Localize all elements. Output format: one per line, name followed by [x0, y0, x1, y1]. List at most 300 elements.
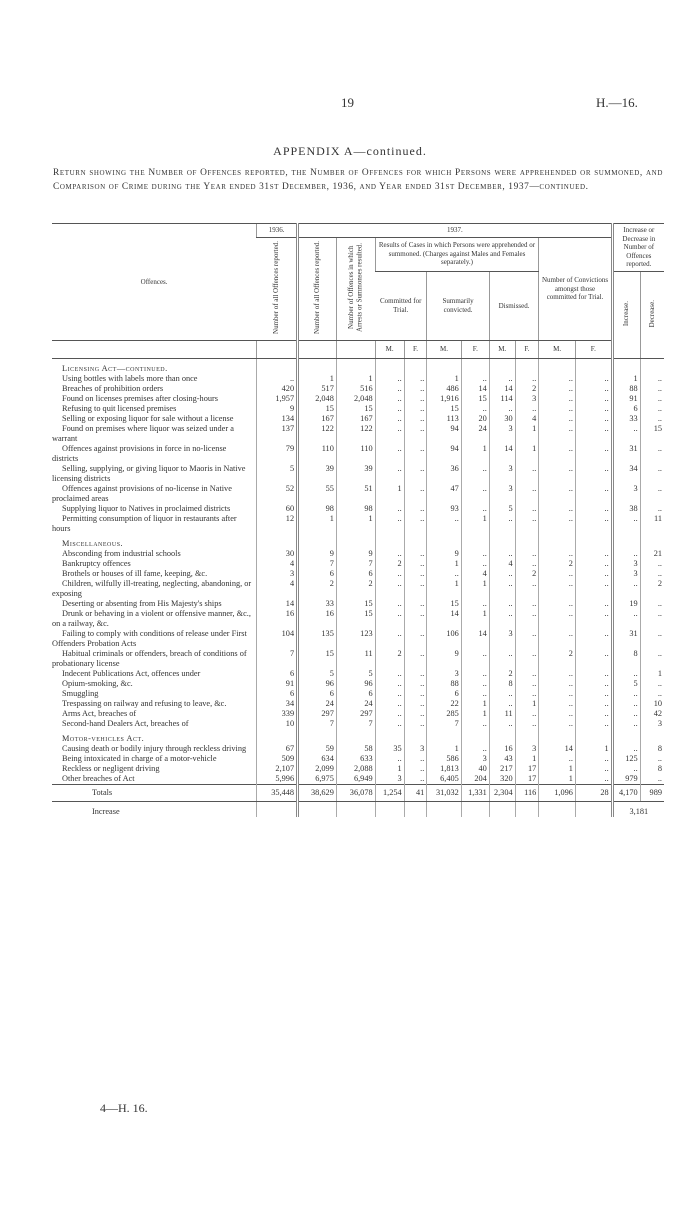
header-year-1937: 1937.: [298, 224, 613, 238]
table-cell: ..: [539, 689, 576, 699]
table-row: [52, 649, 664, 669]
header-spacer: [52, 341, 257, 358]
empty-cell: [427, 358, 461, 374]
offence-label: Indecent Publications Act, offences under: [62, 668, 201, 678]
table-cell: ..: [375, 679, 404, 689]
empty-cell: [539, 534, 576, 549]
empty-cell: [298, 801, 337, 817]
table-cell: ..: [539, 404, 576, 414]
totals-row: [52, 784, 664, 801]
offence-label: Trespassing on railway and refusing to leave, &c.: [62, 698, 227, 708]
table-cell: ..: [404, 699, 427, 709]
table-cell: ..: [612, 579, 640, 599]
totals-label: Totals: [52, 784, 257, 801]
table-cell: 58: [336, 744, 375, 754]
table-cell: 3: [515, 394, 539, 404]
table-cell: ..: [640, 484, 664, 504]
table-cell: 2,088: [336, 764, 375, 774]
table-cell: 20: [461, 414, 489, 424]
empty-cell: [404, 729, 427, 744]
table-cell: 6,949: [336, 774, 375, 785]
table-cell: ..: [640, 649, 664, 669]
header-arrests-summonses: Number of Offences in which Arrests or Summonses resulted.: [336, 237, 375, 341]
table-cell: ..: [404, 649, 427, 669]
table-cell: 1: [461, 514, 489, 534]
total-cell: 989: [640, 784, 664, 801]
table-cell: 1: [375, 764, 404, 774]
table-cell: 15: [427, 599, 461, 609]
table-cell: ..: [515, 599, 539, 609]
table-cell: ..: [461, 719, 489, 729]
empty-cell: [336, 534, 375, 549]
offence-label: Failing to comply with conditions of release under First Offenders Probation Acts: [52, 628, 247, 648]
empty-cell: [612, 534, 640, 549]
header-f: F.: [404, 341, 427, 358]
table-cell: ..: [489, 549, 515, 559]
table-cell: 2,048: [336, 394, 375, 404]
table-cell: 3: [489, 424, 515, 444]
empty-cell: [404, 801, 427, 817]
empty-cell: [489, 534, 515, 549]
table-cell: 38: [612, 504, 640, 514]
total-cell: 1,254: [375, 784, 404, 801]
table-cell: ..: [640, 414, 664, 424]
return-prefix: Return: [53, 168, 87, 178]
empty-cell: [461, 534, 489, 549]
table-cell: 40: [461, 764, 489, 774]
table-cell: ..: [515, 374, 539, 384]
table-cell: 34: [257, 699, 298, 709]
table-cell: 4: [489, 559, 515, 569]
table-cell: 3: [612, 484, 640, 504]
table-cell: 60: [257, 504, 298, 514]
table-cell: 2: [640, 579, 664, 599]
empty-cell: [404, 534, 427, 549]
table-cell: ..: [612, 709, 640, 719]
table-cell: 2: [375, 649, 404, 669]
table-cell: 91: [612, 394, 640, 404]
table-cell: ..: [539, 569, 576, 579]
offence-label: Breaches of prohibition orders: [62, 383, 164, 393]
table-cell: ..: [640, 394, 664, 404]
table-cell: ..: [640, 599, 664, 609]
offence-label: Offences against provisions in force in no-license districts: [52, 443, 227, 463]
table-cell: 30: [257, 549, 298, 559]
table-cell: 47: [427, 484, 461, 504]
header-f: F.: [575, 341, 612, 358]
table-cell: 6,405: [427, 774, 461, 785]
table-cell: 7: [427, 719, 461, 729]
table-cell: ..: [539, 579, 576, 599]
table-cell: 1: [427, 374, 461, 384]
header-spacer: [298, 341, 337, 358]
table-cell: ..: [575, 444, 612, 464]
table-row: [52, 559, 664, 569]
table-cell: 39: [298, 464, 337, 484]
empty-cell: [375, 729, 404, 744]
offence-label: Reckless or negligent driving: [62, 763, 160, 773]
table-cell: 486: [427, 384, 461, 394]
table-cell: ..: [375, 719, 404, 729]
table-cell: ..: [375, 549, 404, 559]
table-cell: 6,975: [298, 774, 337, 785]
table-cell: ..: [612, 669, 640, 679]
table-cell: 110: [336, 444, 375, 464]
table-cell: ..: [539, 719, 576, 729]
table-cell: ..: [640, 559, 664, 569]
table-cell: ..: [539, 374, 576, 384]
table-cell: ..: [461, 484, 489, 504]
table-cell: ..: [612, 719, 640, 729]
empty-cell: [298, 358, 337, 374]
table-cell: ..: [375, 414, 404, 424]
table-cell: ..: [404, 719, 427, 729]
table-cell: ..: [640, 464, 664, 484]
table-cell: ..: [404, 444, 427, 464]
table-cell: ..: [515, 669, 539, 679]
empty-cell: [427, 534, 461, 549]
empty-cell: [575, 801, 612, 817]
table-cell: 2: [489, 669, 515, 679]
table-cell: ..: [404, 394, 427, 404]
table-cell: ..: [539, 754, 576, 764]
table-row: [52, 699, 664, 709]
page-footer: 4—H. 16.: [100, 1101, 148, 1115]
empty-cell: [539, 801, 576, 817]
table-cell: 98: [298, 504, 337, 514]
table-cell: 6: [257, 689, 298, 699]
table-cell: ..: [489, 569, 515, 579]
increase-value: 3,181: [612, 801, 664, 817]
header-all-offences-1937: Number of all Offences reported.: [298, 237, 337, 341]
table-cell: ..: [375, 444, 404, 464]
table-cell: ..: [575, 679, 612, 689]
header-m: M.: [427, 341, 461, 358]
empty-cell: [640, 358, 664, 374]
table-row: [52, 424, 664, 444]
table-cell: 19: [612, 599, 640, 609]
table-cell: ..: [404, 569, 427, 579]
table-cell: ..: [539, 679, 576, 689]
table-cell: ..: [461, 689, 489, 699]
table-cell: ..: [612, 764, 640, 774]
table-cell: 15: [336, 609, 375, 629]
table-cell: 633: [336, 754, 375, 764]
table-cell: 5: [612, 679, 640, 689]
page-reference: H.—16.: [596, 95, 638, 110]
table-cell: 586: [427, 754, 461, 764]
table-cell: ..: [404, 514, 427, 534]
table-cell: 122: [298, 424, 337, 444]
table-cell: ..: [575, 774, 612, 785]
table-cell: 285: [427, 709, 461, 719]
table-cell: ..: [489, 579, 515, 599]
table-cell: ..: [539, 424, 576, 444]
table-cell: 17: [515, 774, 539, 785]
header-f: F.: [461, 341, 489, 358]
table-cell: ..: [515, 719, 539, 729]
table-cell: ..: [539, 699, 576, 709]
offence-label: Offences against provisions of no-license in Native proclaimed areas: [52, 483, 232, 503]
header-m: M.: [539, 341, 576, 358]
table-cell: 9: [427, 649, 461, 669]
empty-cell: [375, 358, 404, 374]
header-spacer: [336, 341, 375, 358]
table-cell: ..: [640, 629, 664, 649]
table-cell: 8: [612, 649, 640, 669]
table-cell: ..: [575, 629, 612, 649]
table-cell: 104: [257, 629, 298, 649]
header-dismissed: Dismissed.: [489, 271, 539, 341]
header-increase-decrease: Increase or Decrease in Number of Offences reported.: [612, 224, 664, 272]
table-cell: 12: [257, 514, 298, 534]
table-cell: ..: [375, 424, 404, 444]
table-cell: 2,099: [298, 764, 337, 774]
table-cell: 1: [298, 374, 337, 384]
table-cell: 3: [612, 559, 640, 569]
table-cell: 10: [640, 699, 664, 709]
table-cell: ..: [515, 579, 539, 599]
table-cell: ..: [515, 709, 539, 719]
table-cell: 16: [257, 609, 298, 629]
table-cell: ..: [375, 384, 404, 394]
table-cell: ..: [515, 679, 539, 689]
table-row: [52, 764, 664, 774]
table-cell: ..: [404, 384, 427, 394]
table-cell: 14: [461, 384, 489, 394]
empty-cell: [575, 729, 612, 744]
table-cell: ..: [575, 504, 612, 514]
empty-cell: [336, 729, 375, 744]
table-cell: 634: [298, 754, 337, 764]
table-cell: ..: [404, 754, 427, 764]
table-cell: 14: [489, 444, 515, 464]
table-cell: 14: [489, 384, 515, 394]
return-text: showing the Number of Offences reported, the Number of Offences for which Persons were apprehended or summoned, and Comparison of Crime during the Year ended 31st December, 1936, and Year ended 31st December, 1937—continued.: [53, 168, 663, 192]
table-cell: 10: [257, 719, 298, 729]
table-cell: 93: [427, 504, 461, 514]
table-cell: ..: [640, 774, 664, 785]
table-cell: 167: [298, 414, 337, 424]
table-cell: 3: [489, 629, 515, 649]
table-cell: ..: [612, 699, 640, 709]
table-cell: 2: [336, 579, 375, 599]
header-m: M.: [375, 341, 404, 358]
offence-label: Absconding from industrial schools: [62, 548, 181, 558]
table-cell: ..: [404, 424, 427, 444]
table-cell: ..: [575, 669, 612, 679]
table-cell: ..: [575, 559, 612, 569]
table-cell: ..: [612, 689, 640, 699]
table-cell: 24: [298, 699, 337, 709]
total-cell: 2,304: [489, 784, 515, 801]
table-cell: 114: [489, 394, 515, 404]
total-cell: 41: [404, 784, 427, 801]
table-cell: 122: [336, 424, 375, 444]
table-cell: 1: [336, 374, 375, 384]
table-cell: 134: [257, 414, 298, 424]
table-cell: ..: [515, 484, 539, 504]
empty-cell: [427, 801, 461, 817]
table-cell: ..: [515, 689, 539, 699]
table-cell: ..: [575, 484, 612, 504]
table-cell: ..: [575, 384, 612, 394]
table-cell: 1: [375, 484, 404, 504]
table-cell: 1: [461, 709, 489, 719]
table-cell: 979: [612, 774, 640, 785]
table-cell: 96: [336, 679, 375, 689]
table-cell: 297: [336, 709, 375, 719]
empty-cell: [461, 729, 489, 744]
table-cell: 33: [298, 599, 337, 609]
table-row: [52, 599, 664, 609]
table-cell: ..: [375, 669, 404, 679]
table-cell: 9: [427, 549, 461, 559]
table-cell: 52: [257, 484, 298, 504]
table-cell: 6: [427, 689, 461, 699]
table-cell: 1: [461, 579, 489, 599]
table-cell: 14: [427, 609, 461, 629]
table-cell: 16: [298, 609, 337, 629]
table-cell: 1: [515, 754, 539, 764]
table-cell: 4: [515, 414, 539, 424]
table-cell: ..: [612, 744, 640, 754]
table-cell: ..: [640, 679, 664, 689]
header-summarily: Summarily convicted.: [427, 271, 489, 341]
page-number: 19: [341, 95, 354, 110]
table-cell: 123: [336, 629, 375, 649]
table-cell: ..: [375, 709, 404, 719]
table-cell: ..: [375, 629, 404, 649]
table-cell: 1: [612, 374, 640, 384]
table-cell: 4: [257, 579, 298, 599]
table-cell: ..: [575, 649, 612, 669]
table-cell: 17: [515, 764, 539, 774]
table-cell: 517: [298, 384, 337, 394]
table-cell: ..: [575, 609, 612, 629]
table-cell: 2: [298, 579, 337, 599]
return-description: [53, 167, 663, 194]
table-cell: 33: [612, 414, 640, 424]
table-cell: 42: [640, 709, 664, 719]
total-cell: 1,096: [539, 784, 576, 801]
table-cell: ..: [575, 549, 612, 559]
table-cell: ..: [612, 424, 640, 444]
table-cell: 516: [336, 384, 375, 394]
header-increase: Increase.: [612, 271, 640, 358]
table-cell: 88: [612, 384, 640, 394]
table-cell: 15: [336, 599, 375, 609]
offence-label: Smuggling: [62, 688, 99, 698]
table-cell: 7: [336, 719, 375, 729]
table-cell: ..: [539, 444, 576, 464]
offence-label: Causing death or bodily injury through reckless driving: [62, 743, 247, 753]
table-cell: 1: [461, 699, 489, 709]
table-row: [52, 669, 664, 679]
table-cell: 1: [427, 579, 461, 599]
table-cell: 4: [257, 559, 298, 569]
table-cell: ..: [539, 504, 576, 514]
table-cell: 1: [575, 744, 612, 754]
table-cell: 113: [427, 414, 461, 424]
table-cell: ..: [515, 649, 539, 669]
table-body: [52, 358, 664, 817]
table-cell: 9: [298, 549, 337, 559]
table-cell: ..: [427, 514, 461, 534]
table-cell: 1: [461, 609, 489, 629]
empty-cell: [612, 358, 640, 374]
table-cell: ..: [575, 424, 612, 444]
table-cell: ..: [489, 689, 515, 699]
table-cell: 24: [336, 699, 375, 709]
header-results: Results of Cases in which Persons were apprehended or summoned. (Charges against Males and Females separately.): [375, 237, 539, 271]
appendix-title: APPENDIX A—continued.: [273, 144, 427, 158]
offence-label: Supplying liquor to Natives in proclaimed districts: [62, 503, 231, 513]
table-cell: ..: [375, 599, 404, 609]
offence-label: Found on licenses premises after closing-hours: [62, 393, 218, 403]
table-cell: ..: [489, 609, 515, 629]
table-cell: ..: [539, 414, 576, 424]
table-cell: ..: [640, 384, 664, 394]
table-cell: 3: [612, 569, 640, 579]
table-cell: 55: [298, 484, 337, 504]
table-cell: ..: [539, 629, 576, 649]
table-cell: ..: [539, 709, 576, 719]
table-cell: 15: [461, 394, 489, 404]
table-cell: 11: [640, 514, 664, 534]
table-cell: 110: [298, 444, 337, 464]
table-cell: 8: [640, 744, 664, 754]
table-cell: ..: [575, 764, 612, 774]
offence-label: Permitting consumption of liquor in restaurants after hours: [52, 513, 237, 533]
table-cell: 34: [612, 464, 640, 484]
table-cell: 67: [257, 744, 298, 754]
header-decrease: Decrease.: [640, 271, 664, 358]
table-cell: 137: [257, 424, 298, 444]
table-cell: ..: [640, 689, 664, 699]
table-cell: ..: [375, 609, 404, 629]
table-cell: 94: [427, 444, 461, 464]
table-cell: ..: [375, 754, 404, 764]
offence-label: Habitual criminals or offenders, breach of conditions of probationary license: [52, 648, 247, 668]
table-row: [52, 404, 664, 414]
total-cell: 1,331: [461, 784, 489, 801]
offence-label: Other breaches of Act: [62, 773, 135, 783]
empty-cell: [515, 801, 539, 817]
table-cell: 31: [612, 444, 640, 464]
table-cell: ..: [404, 414, 427, 424]
table-cell: ..: [575, 374, 612, 384]
section-row: [52, 534, 664, 549]
table-cell: 5: [489, 504, 515, 514]
table-cell: ..: [575, 599, 612, 609]
table-cell: ..: [515, 549, 539, 559]
table-cell: ..: [461, 679, 489, 689]
table-cell: ..: [375, 404, 404, 414]
table-cell: ..: [257, 374, 298, 384]
table-cell: ..: [515, 504, 539, 514]
table-cell: 9: [257, 404, 298, 414]
table-cell: 2: [375, 559, 404, 569]
offence-label: Refusing to quit licensed premises: [62, 403, 177, 413]
table-cell: ..: [461, 464, 489, 484]
table-cell: ..: [375, 464, 404, 484]
table-cell: ..: [640, 404, 664, 414]
table-row: [52, 689, 664, 699]
total-cell: 116: [515, 784, 539, 801]
table-cell: 3: [515, 744, 539, 754]
offence-label: Arms Act, breaches of: [62, 708, 137, 718]
